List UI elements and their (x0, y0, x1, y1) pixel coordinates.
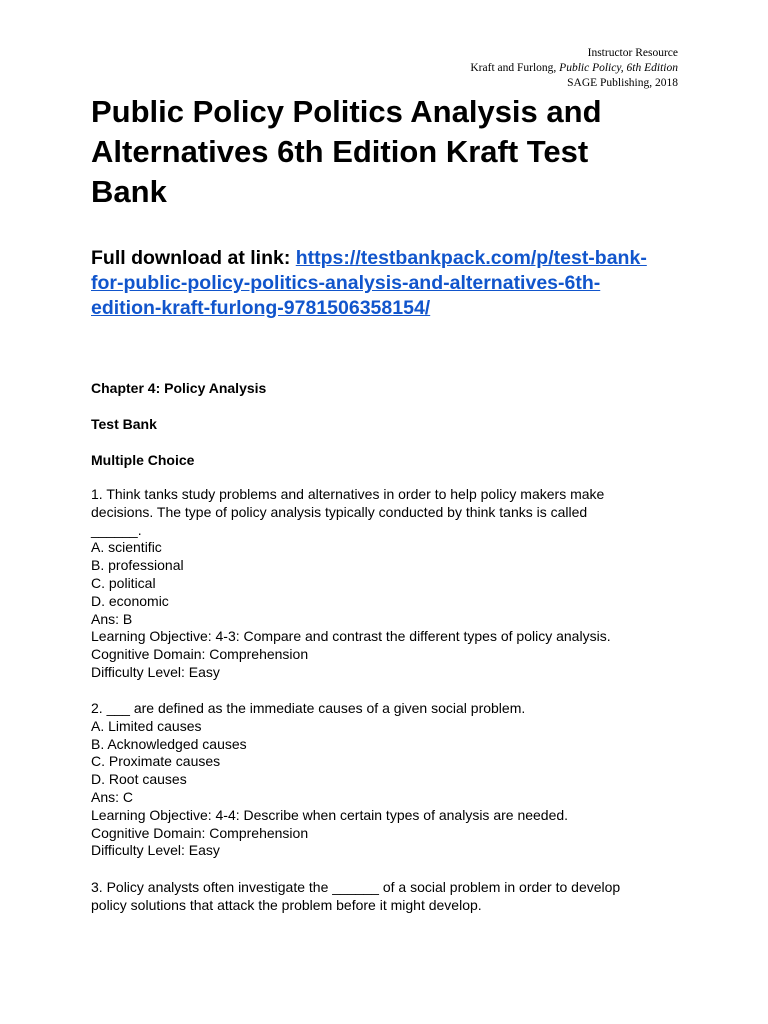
cognitive-domain: Cognitive Domain: Comprehension (91, 646, 309, 663)
answer-option: C. Proximate causes (91, 753, 221, 770)
difficulty-level: Difficulty Level: Easy (91, 663, 220, 680)
chapter-heading: Chapter 4: Policy Analysis (91, 380, 267, 396)
download-link-line-2: for-public-policy-politics-analysis-and-alternatives-6th- (91, 272, 601, 294)
document-title (91, 92, 691, 212)
title-line-1: Public Policy Politics Analysis and (91, 94, 602, 129)
question-stem-line: ______. (91, 521, 142, 538)
download-paragraph (91, 246, 691, 321)
multiple-choice-heading: Multiple Choice (91, 452, 195, 468)
title-line-3: Bank (91, 174, 167, 209)
answer-option: A. Limited causes (91, 717, 202, 734)
learning-objective: Learning Objective: 4-4: Describe when certain types of analysis are needed. (91, 806, 569, 823)
download-label: Full download at link: (91, 247, 296, 269)
page-header (470, 46, 678, 91)
difficulty-level: Difficulty Level: Easy (91, 842, 220, 859)
download-link-line-1: https://testbankpack.com/p/test-bank- (295, 247, 647, 269)
question-stem-line: 3. Policy analysts often investigate the ______ of a social problem in order to develop (91, 879, 621, 895)
answer-option: B. Acknowledged causes (91, 735, 247, 752)
learning-objective: Learning Objective: 4-3: Compare and contrast the different types of policy analysis. (91, 628, 611, 645)
question-2 (91, 700, 691, 860)
header-book-title: Public Policy, 6th Edition (559, 62, 678, 74)
answer-option: A. scientific (91, 539, 162, 556)
cognitive-domain: Cognitive Domain: Comprehension (91, 824, 309, 841)
answer-option: D. Root causes (91, 771, 187, 788)
question-stem-line: 1. Think tanks study problems and alternatives in order to help policy makers make (91, 486, 605, 502)
header-publisher-line: SAGE Publishing, 2018 (567, 77, 678, 89)
answer-option: C. political (91, 574, 156, 591)
question-stem-line: policy solutions that attack the problem before it might develop. (91, 896, 482, 913)
answer-key: Ans: C (91, 788, 134, 805)
header-resource-line: Instructor Resource (587, 47, 678, 59)
title-line-2: Alternatives 6th Edition Kraft Test (91, 134, 589, 169)
question-1 (91, 486, 691, 682)
header-authors: Kraft and Furlong, (470, 62, 560, 74)
download-link-line-3: edition-kraft-furlong-9781506358154/ (91, 297, 431, 319)
header-book-line (470, 61, 678, 76)
question-3 (91, 879, 691, 915)
answer-key: Ans: B (91, 610, 133, 627)
test-bank-heading: Test Bank (91, 416, 157, 432)
answer-option: D. economic (91, 592, 169, 609)
question-stem-line: 2. ___ are defined as the immediate causes of a given social problem. (91, 700, 526, 716)
answer-option: B. professional (91, 557, 184, 574)
question-stem-line: decisions. The type of policy analysis typically conducted by think tanks is called (91, 503, 588, 520)
